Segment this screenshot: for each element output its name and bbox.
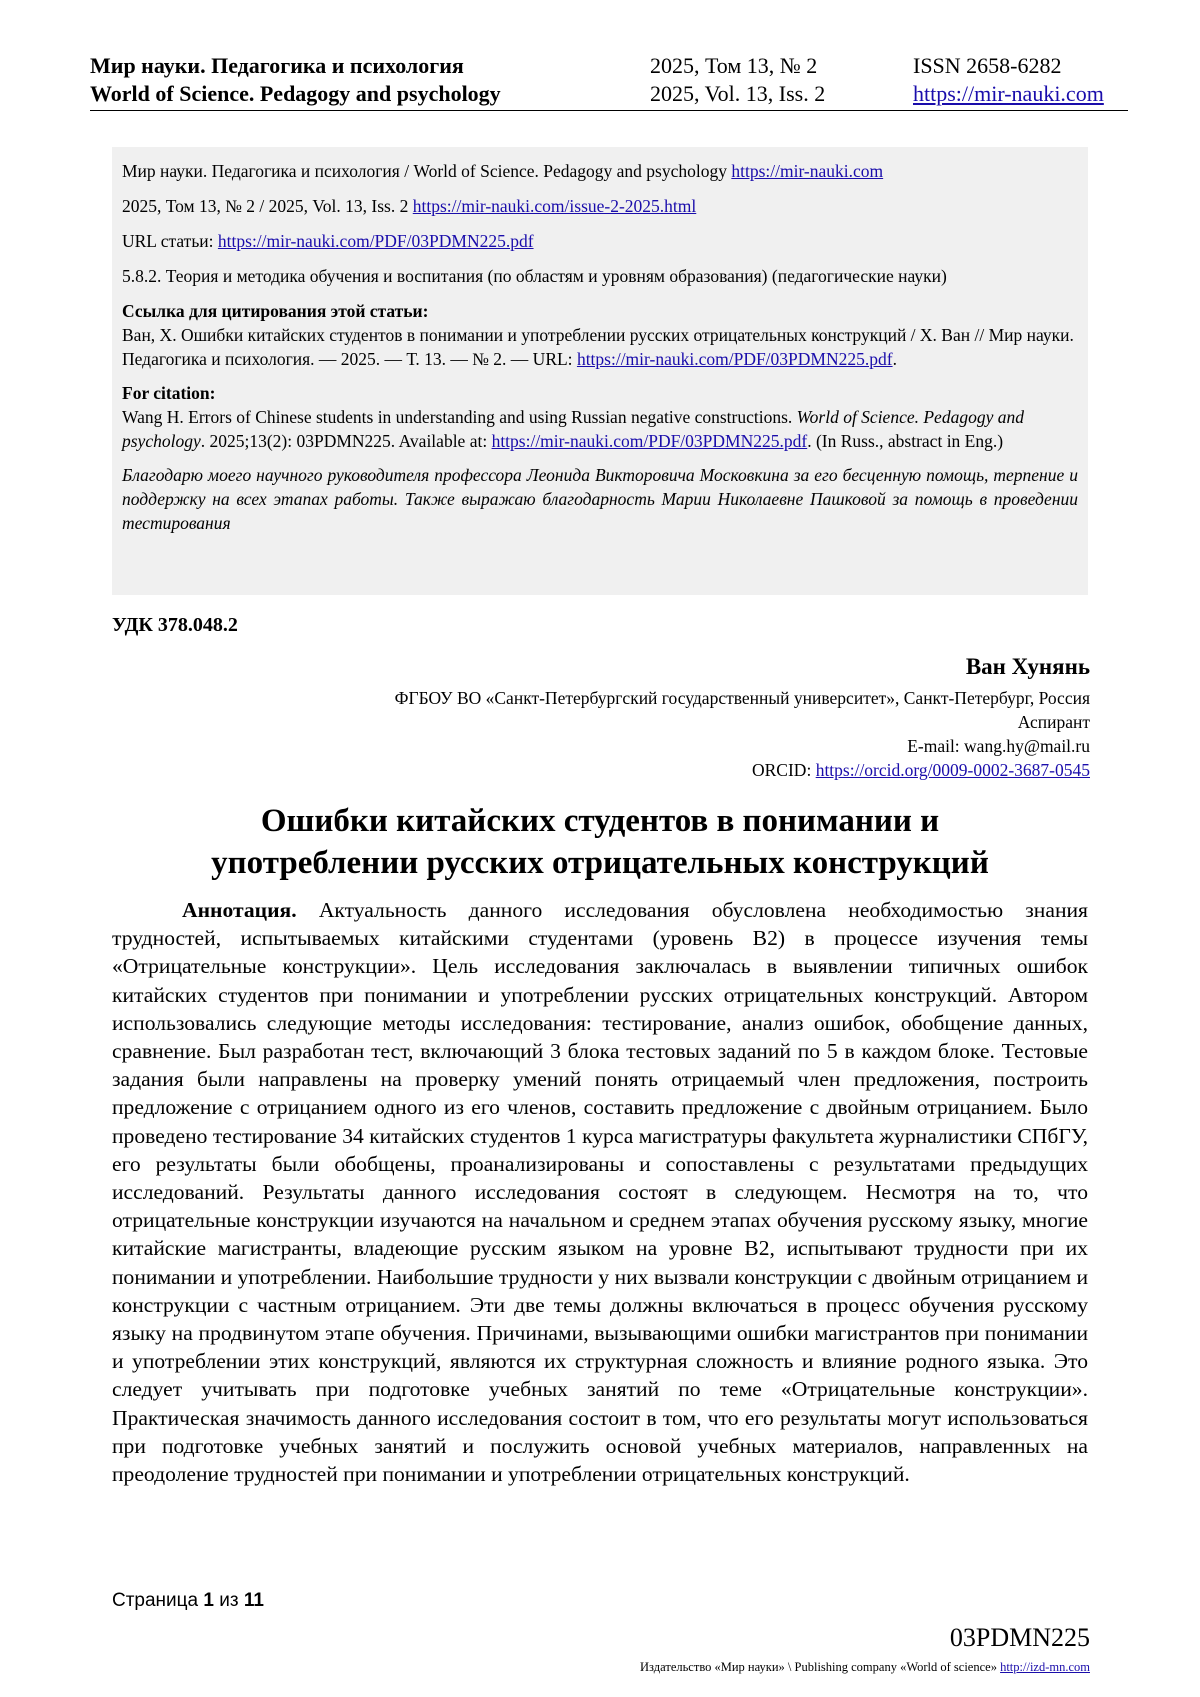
author-affiliation: ФГБОУ ВО «Санкт-Петербургский государственный университет», Санкт-Петербург, Россия (394, 688, 1090, 708)
journal-name-ru: Мир науки. Педагогика и психология (90, 53, 464, 78)
author-orcid: ORCID: https://orcid.org/0009-0002-3687-0545 (752, 760, 1090, 780)
publisher-link[interactable]: http://izd-mn.com (1000, 1660, 1090, 1674)
article-title (112, 800, 1088, 884)
abstract-label: Аннотация. (182, 898, 297, 922)
header-issue (650, 52, 825, 108)
citation-ru: Ссылка для цитирования этой статьи: Ван, Х. Ошибки китайских студентов в понимании и употреблении русских отрицательных конструкций / Х. Ван // Мир науки. Педагогика и психология. — 2025. — Т. 13. — № 2. — URL: https://mir-nauki.com/PDF/03PDMN225.pdf. (122, 301, 1074, 369)
header-journal-names (90, 52, 501, 108)
page-number: Страница 1 из 11 (112, 1590, 264, 1611)
journal-name-en: World of Science. Pedagogy and psychology (90, 81, 501, 106)
panel-specialty: 5.8.2. Теория и методика обучения и воспитания (по областям и уровням образования) (педагогические науки) (122, 266, 947, 286)
issue-en: 2025, Vol. 13, Iss. 2 (650, 81, 826, 106)
journal-header (90, 52, 1128, 111)
udk-code: УДК 378.048.2 (112, 614, 238, 636)
citation-en-text: Wang H. Errors of Chinese students in understanding and using Russian negative constructions. (122, 407, 797, 427)
title-line-2: употреблении русских отрицательных конструкций (211, 845, 989, 881)
citation-en-heading: For citation: (122, 383, 216, 403)
orcid-link[interactable]: https://orcid.org/0009-0002-3687-0545 (815, 760, 1090, 780)
citation-en-link[interactable]: https://mir-nauki.com/PDF/03PDMN225.pdf (491, 431, 808, 451)
site-link[interactable]: https://mir-nauki.com (913, 81, 1104, 106)
citation-ru-heading: Ссылка для цитирования этой статьи: (122, 301, 429, 321)
title-line-1: Ошибки китайских студентов в понимании и (260, 803, 940, 839)
issn: ISSN 2658-6282 (913, 53, 1062, 78)
citation-en-journal: World of Science. Pedagogy and psychology (122, 407, 1024, 451)
panel-issue-link[interactable]: https://mir-nauki.com/issue-2-2025.html (412, 196, 697, 216)
citation-ru-text: Ван, Х. Ошибки китайских студентов в понимании и употреблении русских отрицательных конструкций / Х. Ван // Мир науки. Педагогика и психология. — 2025. — Т. 13. — № 2. — URL: (122, 325, 1074, 369)
panel-url-line: URL статьи: https://mir-nauki.com/PDF/03PDMN225.pdf (122, 231, 534, 251)
abstract-text: Актуальность данного исследования обусловлена необходимостью знания трудностей, испытываемых китайскими студентами (уровень В2) в процессе изучения темы «Отрицательные конструкции». Цель исследования заключалась в выявлении типичных ошибок китайских студентов при понимании и употреблении русских отрицательных конструкций. Автором использовались следующие методы исследования: тестирование, анализ ошибок, обобщение данных, сравнение. Был разработан тест, включающий 3 блока тестовых заданий по 5 в каждом блоке. Тестовые задания были направлены на проверку умений понять отрицаемый член предложения, построить предложение с отрицанием одного из его членов, составить предложение с двойным отрицанием. Было проведено тестирование 34 китайских студентов 1 курса магистратуры факультета журналистики СПбГУ, его результаты были обобщены, проанализированы и сопоставлены с результатами предыдущих исследований. Результаты данного исследования состоят в следующем. Несмотря на то, что отрицательные конструкции изучаются на начальном и среднем этапах обучения русскому языку, многие китайские магистранты, владеющие русским языком на уровне В2, испытывают трудности при их понимании и употреблении. Наибольшие трудности у них вызвали конструкции с двойным отрицанием и конструкции с частным отрицанием. Эти две темы должны включаться в процесс обучения русскому языку на продвинутом этапе обучения. Причинами, вызывающими ошибки магистрантов при понимании и употреблении этих конструкций, являются их структурная сложность и влияние родного языка. Это следует учитывать при подготовке учебных занятий по теме «Отрицательные конструкции». Практическая значимость данного исследования состоит в том, что его результаты могут использоваться при подготовке учебных занятий и послужить основой учебных материалов, направленных на преодоление трудностей при понимании и употреблении отрицательных конструкций. (112, 898, 1088, 1487)
author-position: Аспирант (1017, 712, 1090, 732)
citation-en: For citation: Wang H. Errors of Chinese students in understanding and using Russian negative constructions. World of Science. Pedagogy and psychology. 2025;13(2): 03PDMN225. Available at: https://mir-nauki.com/PDF/03PDMN225.pdf. (In Russ., abstract in Eng.) (122, 383, 1024, 451)
author-name: Ван Хунянь (965, 654, 1090, 679)
publisher-line: Издательство «Мир науки» \ Publishing company «World of science» http://izd-mn.com (640, 1660, 1090, 1674)
author-email: E-mail: wang.hy@mail.ru (907, 736, 1090, 756)
citation-panel (112, 147, 1088, 595)
citation-ru-link[interactable]: https://mir-nauki.com/PDF/03PDMN225.pdf (576, 349, 893, 369)
author-block (190, 652, 1090, 782)
article-code: 03PDMN225 (949, 1623, 1090, 1652)
panel-journal-line: Мир науки. Педагогика и психология / World of Science. Pedagogy and psychology https://mir-nauki.com (122, 161, 884, 181)
acknowledgement: Благодарю моего научного руководителя профессора Леонида Викторовича Московкина за его бесценную помощь, терпение и поддержку на всех этапах работы. Также выражаю благодарность Марии Николаевне Пашковой за помощь в проведении тестирования (122, 465, 1078, 533)
panel-issue-line: 2025, Том 13, № 2 / 2025, Vol. 13, Iss. 2 https://mir-nauki.com/issue-2-2025.html (122, 196, 697, 216)
header-issn-site (913, 52, 1104, 108)
panel-url-link[interactable]: https://mir-nauki.com/PDF/03PDMN225.pdf (217, 231, 534, 251)
panel-journal-link[interactable]: https://mir-nauki.com (731, 161, 884, 181)
issue-ru: 2025, Том 13, № 2 (650, 53, 818, 78)
abstract (112, 896, 1088, 1488)
